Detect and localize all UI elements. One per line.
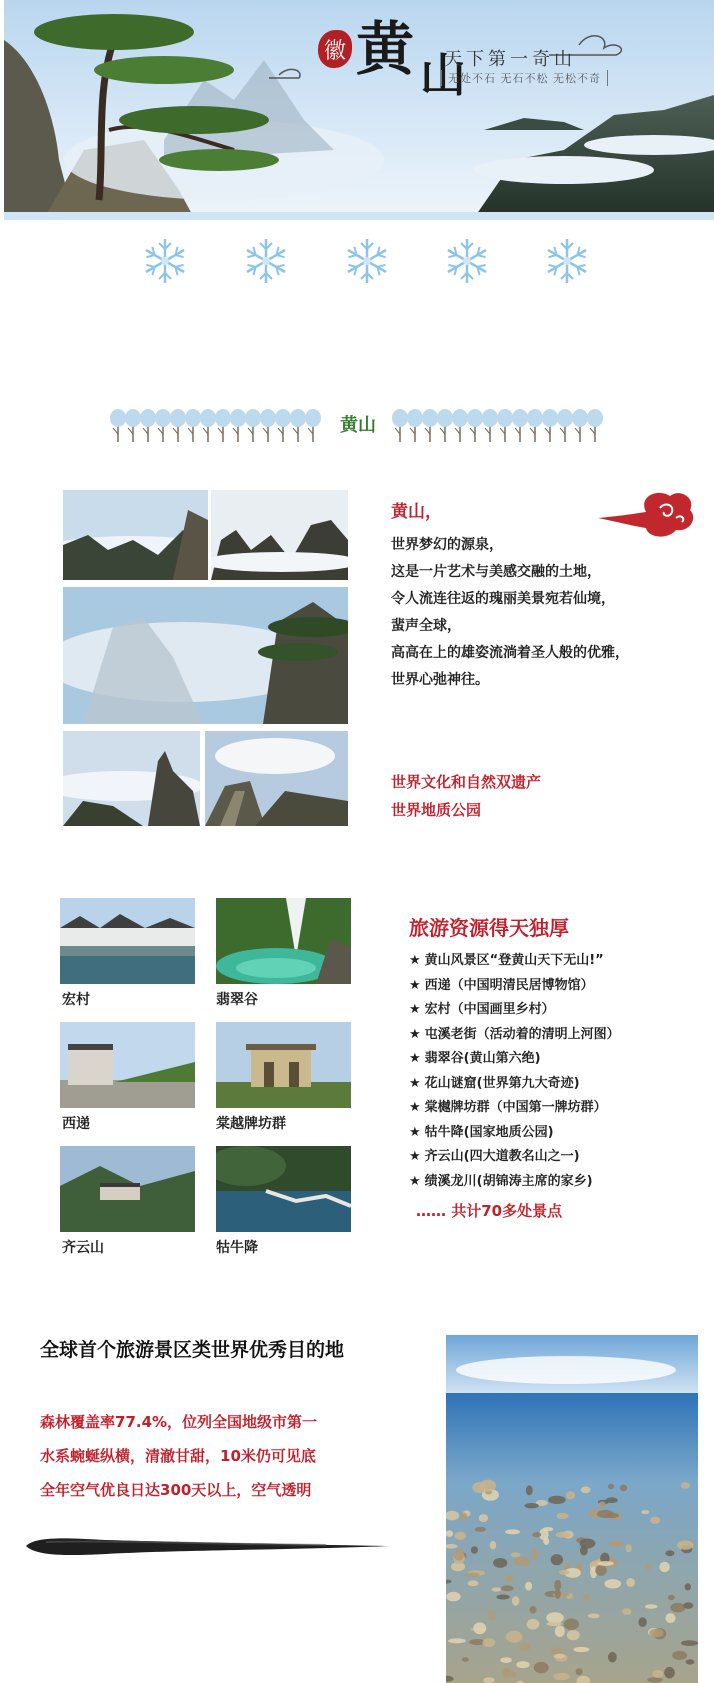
intro-heading: 黄山， [391,502,442,522]
xidi-photo [60,1022,195,1108]
intro-block [391,497,691,694]
mountain-photo-5 [205,731,348,826]
resource-item [409,1121,709,1146]
resource-item [409,974,709,999]
star-icon: ★ [409,1002,421,1017]
resource-item-text: 棠樾牌坊群（中国第一牌坊群） [424,1100,607,1115]
feicuigu-photo [216,898,351,984]
banner-bottom-strip [4,212,714,220]
resource-item [409,1145,709,1170]
resource-item-text: 绩溪龙川(胡锦涛主席的家乡) [424,1173,593,1189]
star-icon: ★ [409,953,421,968]
resource-item-text: 翡翠谷(黄山第六绝) [424,1051,541,1066]
caption-xidi: 西递 [62,1116,90,1132]
resource-item-text: 黄山风景区“登黄山天下无山!” [424,953,604,968]
snowflake-icon [542,236,592,286]
resource-item-text: 牯牛降(国家地质公园) [424,1124,554,1140]
resource-item [409,1023,709,1048]
star-icon: ★ [409,977,421,993]
resource-item [409,1096,709,1121]
paifang-photo [216,1022,351,1108]
mountain-photo-2 [211,490,348,580]
stat-line: 水系蜿蜒纵横，清澈甘甜，10米仍可见底 [40,1447,316,1465]
mountain-photo-1 [63,490,208,580]
resource-item [409,1072,709,1097]
heritage-line: 世界文化和自然双遗产 [391,773,542,791]
seal-stamp: 徽 [318,30,352,68]
resource-item [409,1047,709,1072]
heritage-block [391,768,541,824]
lake-photo [446,1335,698,1683]
qiyunshan-photo [60,1146,195,1232]
resources-block [409,912,709,1221]
intro-line: 高高在上的雄姿流淌着圣人般的优雅， [391,645,629,661]
section-title: 黄山 [340,415,376,436]
brand-slogan: 天下第一奇山 [444,49,576,70]
star-icon: ★ [409,1075,421,1091]
intro-line: 令人流连往返的瑰丽美景宛若仙境， [391,591,615,607]
stat-line: 森林覆盖率77.4%，位列全国地级市第一 [40,1413,318,1431]
intro-line: 世界心弛神往。 [391,672,489,688]
star-icon: ★ [409,1173,421,1189]
mountain-photo-4 [63,731,200,826]
resources-heading: 旅游资源得天独厚 [409,916,569,940]
caption-guniujiang: 牯牛降 [216,1240,258,1256]
guniujiang-photo [216,1146,351,1232]
snowflake-icon [442,236,492,286]
heritage-line: 世界地质公园 [391,801,482,819]
intro-line: 这是一片艺术与美感交融的土地， [391,564,601,580]
resource-item [409,998,709,1023]
resource-item-text: 宏村（中国画里乡村） [424,1002,555,1017]
stat-line: 全年空气优良日达300天以上，空气透明 [40,1481,312,1499]
hongcun-photo [60,898,195,984]
resources-total: …… 共计70多处景点 [416,1202,563,1220]
star-icon: ★ [409,1149,421,1164]
snowflake-icon [140,236,190,286]
resource-item-text: 西递（中国明清民居博物馆） [424,977,594,993]
resource-item-text: 屯溪老街（活动着的清明上河图） [424,1026,620,1042]
header-banner [4,0,714,218]
resource-item-text: 花山谜窟(世界第九大奇迹) [424,1075,580,1091]
star-icon: ★ [409,1026,421,1042]
brand-subslogan: 无处不石 无石不松 无松不奇 [441,70,608,86]
resource-item-text: 齐云山(四大道教名山之一) [424,1149,580,1164]
stats-block [40,1405,317,1507]
caption-feicuigu: 翡翠谷 [216,992,258,1008]
resource-item [409,1170,709,1195]
intro-line: 蜚声全球， [391,618,461,634]
world-destination-title: 全球首个旅游景区类世界优秀目的地 [40,1339,345,1361]
intro-line: 世界梦幻的源泉， [391,537,503,553]
caption-hongcun: 宏村 [62,992,90,1008]
brush-stroke-decoration [26,1532,391,1560]
resource-item [409,949,709,974]
caption-qiyunshan: 齐云山 [62,1240,104,1256]
star-icon: ★ [409,1124,421,1140]
caption-paifang: 棠越牌坊群 [216,1116,286,1132]
star-icon: ★ [409,1100,421,1115]
snowflake-icon [342,236,392,286]
brand-title: 黄$_山$ [356,15,473,102]
snowflake-icon [241,236,291,286]
mountain-photo-3 [63,587,348,724]
star-icon: ★ [409,1051,421,1066]
